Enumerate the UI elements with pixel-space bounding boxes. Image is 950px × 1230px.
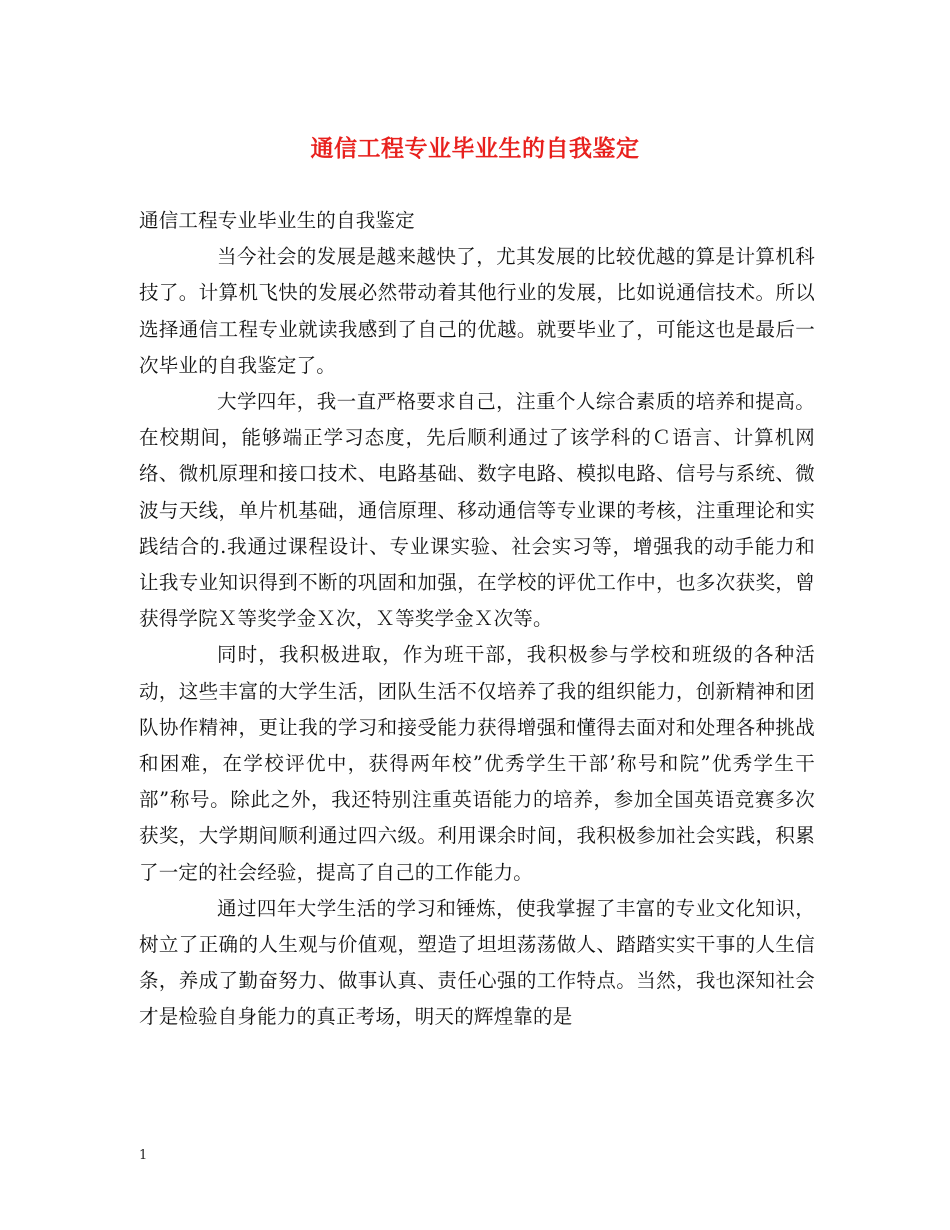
paragraph-3: 同时，我积极进取，作为班干部，我积极参与学校和班级的各种活动，这些丰富的大学生活，团队生活不仅培养了我的组织能力，创新精神和团队协作精神，更让我的学习和接受能力获得增强和懂得去面对和处理各种挑战和困难，在学校评优中，获得两年校”优秀学生干部’称号和院”优秀学生干部”称号。除此之外，我还特别注重英语能力的培养，参加全国英语竞赛多次获奖，大学期间顺利通过四六级。利用课余时间，我积极参加社会实践，积累了一定的社会经验，提高了自己的工作能力。: [139, 643, 815, 884]
paragraph-1: 当今社会的发展是越来越快了，尤其发展的比较优越的算是计算机科技了。计算机飞快的发展必然带动着其他行业的发展，比如说通信技术。所以选择通信工程专业就读我感到了自己的优越。就要毕业了，可能这也是最后一次毕业的自我鉴定了。: [139, 245, 815, 377]
document-subtitle: 通信工程专业毕业生的自我鉴定: [139, 209, 415, 232]
paragraph-2: 大学四年，我一直严格要求自己，注重个人综合素质的培养和提高。在校期间，能够端正学习态度，先后顺利通过了该学科的Ｃ语言、计算机网络、微机原理和接口技术、电路基础、数字电路、模拟电路、信号与系统、微波与天线，单片机基础，通信原理、移动通信等专业课的考核，注重理论和实践结合的.我通过课程设计、专业课实验、社会实习等，增强我的动手能力和让我专业知识得到不断的巩固和加强，在学校的评优工作中，也多次获奖，曾获得学院Ｘ等奖学金Ｘ次，Ｘ等奖学金Ｘ次等。: [139, 390, 815, 631]
page-number: 1: [139, 1148, 148, 1163]
document-title: 通信工程专业毕业生的自我鉴定: [310, 135, 640, 162]
document-body: [139, 203, 815, 1036]
paragraph-4: 通过四年大学生活的学习和锤炼，使我掌握了丰富的专业文化知识，树立了正确的人生观与价值观，塑造了坦坦荡荡做人、踏踏实实干事的人生信条，养成了勤奋努力、做事认真、责任心强的工作特点。当然，我也深知社会才是检验自身能力的真正考场，明天的辉煌靠的是: [139, 896, 815, 1029]
